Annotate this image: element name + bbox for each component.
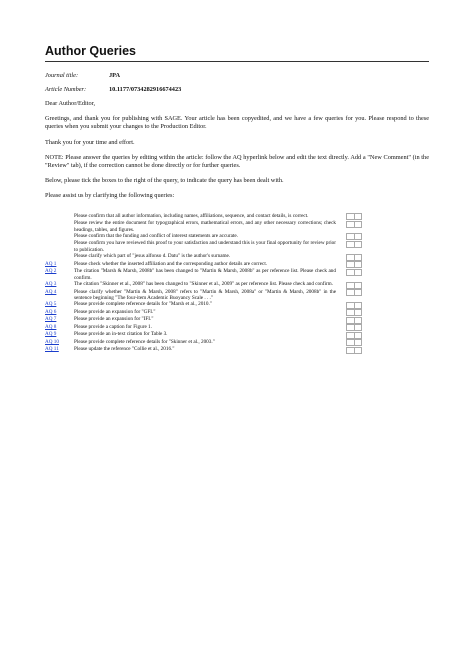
query-text: Please provide an expansion for "IFI." xyxy=(74,316,154,323)
query-row xyxy=(45,281,429,289)
query-ref-link[interactable]: AQ 2 xyxy=(45,268,57,275)
query-text: Please clarify which part of "jesus alfonso d. Datu" is the author's surname. xyxy=(74,253,231,260)
query-checkbox[interactable] xyxy=(346,282,362,289)
query-list xyxy=(45,213,429,354)
query-text: The citation "Marsh & Marsh, 2008b" has been changed to "Martin & Marsh, 2008b" as per reference list. Please check and confirm. xyxy=(74,268,336,281)
article-number-row xyxy=(45,86,429,93)
query-row xyxy=(45,220,429,233)
query-ref-link[interactable]: AQ 6 xyxy=(45,308,57,315)
query-text: Please provide complete reference details for "Skinner et al., 2003." xyxy=(74,338,215,345)
article-number-label: Article Number: xyxy=(45,86,87,93)
query-checkbox[interactable] xyxy=(346,289,362,296)
query-text: Please confirm you have reviewed this proof to your satisfaction and understand this is your final opportunity for review prior to publication. xyxy=(74,240,336,253)
article-number-value: 10.1177/0734282916674423 xyxy=(109,86,182,93)
query-row xyxy=(45,316,429,324)
query-ref-link[interactable]: AQ 11 xyxy=(45,346,59,353)
query-checkbox[interactable] xyxy=(346,233,362,240)
query-text: Please provide a caption for Figure 1. xyxy=(74,323,152,330)
query-text: Please confirm that the funding and conflict of interest statements are accurate. xyxy=(74,232,238,239)
query-text: Please provide complete reference details for "Marsh et al., 2010." xyxy=(74,301,212,308)
greeting-paragraph: Greetings, and thank you for publishing with SAGE. Your article has been copyedited, and we have a few queries for you. Please respond to these queries when you submit your changes to the Production Editor. xyxy=(45,115,429,131)
note-paragraph: NOTE: Please answer the queries by editing within the article: follow the AQ hyperlink below and edit the text directly. Add a "New Comment" (in the "Review" tab), if the correction cannot be done directly or for further queries. xyxy=(45,153,429,170)
query-text: Please update the reference "Collie et al., 2016." xyxy=(74,346,175,353)
query-checkbox[interactable] xyxy=(346,302,362,309)
journal-title-row xyxy=(45,72,429,79)
query-text: Please provide an expansion for "GFI." xyxy=(74,308,156,315)
query-checkbox[interactable] xyxy=(346,339,362,346)
query-ref-link[interactable]: AQ 4 xyxy=(45,288,57,295)
query-row xyxy=(45,289,429,302)
query-ref-link[interactable]: AQ 3 xyxy=(45,281,57,288)
query-checkbox[interactable] xyxy=(346,269,362,276)
query-checkbox[interactable] xyxy=(346,309,362,316)
author-queries-page xyxy=(45,44,429,354)
query-ref-link[interactable]: AQ 5 xyxy=(45,301,57,308)
query-row xyxy=(45,301,429,309)
query-checkbox[interactable] xyxy=(346,324,362,331)
query-ref-link[interactable]: AQ 10 xyxy=(45,338,59,345)
query-checkbox[interactable] xyxy=(346,261,362,268)
query-checkbox[interactable] xyxy=(346,332,362,339)
query-checkbox[interactable] xyxy=(346,213,362,220)
query-row xyxy=(45,346,429,354)
query-ref-link[interactable]: AQ 9 xyxy=(45,331,57,338)
query-text: Please confirm that all author information, including names, affiliations, sequence, and contact details, is correct. xyxy=(74,212,309,219)
journal-title-value: JPA xyxy=(109,72,121,79)
query-ref-link[interactable]: AQ 1 xyxy=(45,260,57,267)
query-text: Please check whether the inserted affiliation and the corresponding author details are correct. xyxy=(74,260,268,267)
query-row xyxy=(45,268,429,281)
tick-instruction: Below, please tick the boxes to the right of the query, to indicate the query has been dealt with. xyxy=(45,177,284,185)
query-checkbox[interactable] xyxy=(346,347,362,354)
query-checkbox[interactable] xyxy=(346,317,362,324)
query-checkbox[interactable] xyxy=(346,254,362,261)
query-text: The citation "Skinner et al., 2008" has been changed to "Skinner et al., 2009" as per reference list. Please check and confirm. xyxy=(74,281,333,288)
query-checkbox[interactable] xyxy=(346,241,362,248)
query-text: Please provide an in-text citation for Table 3. xyxy=(74,331,168,338)
query-row xyxy=(45,213,429,221)
query-row xyxy=(45,253,429,261)
query-row xyxy=(45,240,429,253)
thanks-paragraph: Thank you for your time and effort. xyxy=(45,138,135,146)
query-text: Please review the entire document for typographical errors, mathematical errors, and any other necessary corrections; check headings, tables, and figures. xyxy=(74,220,336,233)
assist-paragraph: Please assist us by clarifying the following queries: xyxy=(45,192,175,200)
query-row xyxy=(45,331,429,339)
query-checkbox[interactable] xyxy=(346,221,362,228)
query-text: Please clarify whether "Martin & Marsh, 2008" refers to "Martin & Marsh, 2008a" or "Martin & Marsh, 2008b" in the sentence beginning "The four-item Academic Buoyancy Scale . . ." xyxy=(74,288,336,301)
query-ref-link[interactable]: AQ 7 xyxy=(45,316,57,323)
page-title: Author Queries xyxy=(45,44,429,62)
journal-title-label: Journal title: xyxy=(45,72,79,79)
salutation: Dear Author/Editor, xyxy=(45,100,96,107)
query-ref-link[interactable]: AQ 8 xyxy=(45,323,57,330)
